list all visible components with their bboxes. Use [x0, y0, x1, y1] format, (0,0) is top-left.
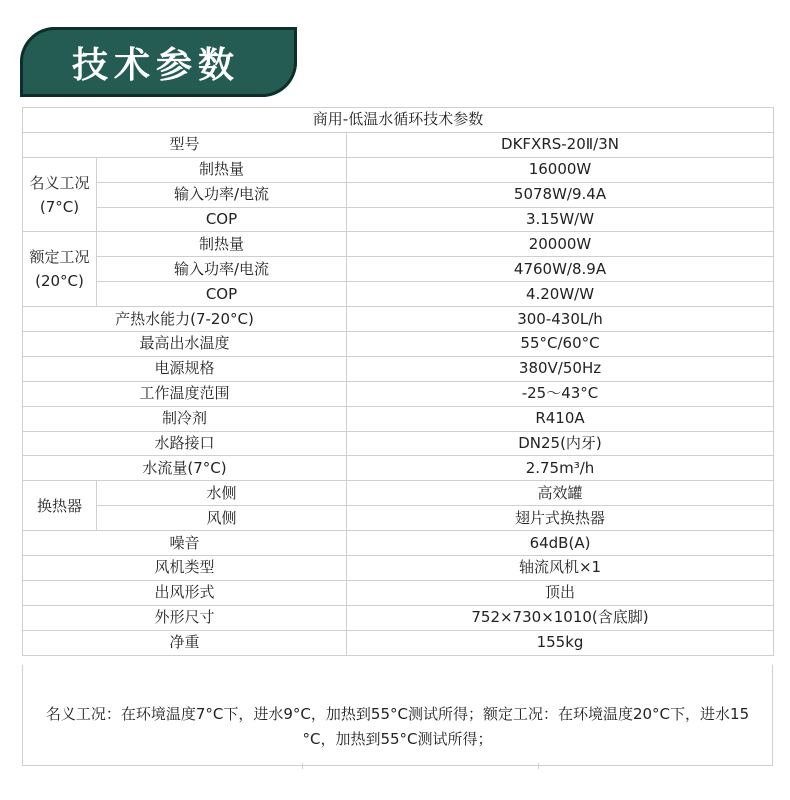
spec-label: 净重: [23, 630, 347, 655]
spec-label: 风机类型: [23, 556, 347, 581]
table-row: [23, 307, 774, 332]
table-row: [23, 481, 774, 506]
spec-label: 输入功率/电流: [97, 182, 347, 207]
banner-title: 技术参数: [72, 44, 241, 86]
spec-label: 输入功率/电流: [97, 257, 347, 282]
spec-value: 380V/50Hz: [347, 356, 774, 381]
table-row: [23, 605, 774, 630]
table-row: [23, 132, 774, 157]
spec-value: 64dB(A): [347, 531, 774, 556]
table-row: [23, 207, 774, 232]
table-row: [23, 556, 774, 581]
spec-label: 水路接口: [23, 431, 347, 456]
spec-label: 工作温度范围: [23, 381, 347, 406]
group-label-line: 额定工况: [29, 248, 90, 267]
spec-value: 4.20W/W: [347, 282, 774, 307]
spec-value: 20000W: [347, 232, 774, 257]
group-label-rated: [23, 232, 97, 307]
table-row: [23, 531, 774, 556]
spec-label: 制冷剂: [23, 406, 347, 431]
spec-value: 752×730×1010(含底脚): [347, 605, 774, 630]
table-row: [23, 431, 774, 456]
table-caption-row: [23, 108, 774, 133]
spec-label: 制热量: [97, 232, 347, 257]
table-row: [23, 580, 774, 605]
footnote: [30, 702, 765, 752]
group-label-line: 名义工况: [29, 173, 90, 192]
table-row: [23, 406, 774, 431]
table-row: [23, 257, 774, 282]
table-row: [23, 232, 774, 257]
spec-label: 外形尺寸: [23, 605, 347, 630]
spec-value: 4760W/8.9A: [347, 257, 774, 282]
table-row: [23, 332, 774, 357]
table-row: [23, 630, 774, 655]
spec-value: 3.15W/W: [347, 207, 774, 232]
spec-value: DKFXRS-20Ⅱ/3N: [347, 132, 774, 157]
spec-label: 电源规格: [23, 356, 347, 381]
spec-value: 155kg: [347, 630, 774, 655]
group-label-line: (7°C): [39, 197, 80, 216]
group-label-exchanger: 换热器: [23, 481, 97, 531]
footnote-line: 名义工况：在环境温度7°C下，进水9°C，加热到55°C测试所得；额定工况：在环境温度20°C下，进水15: [45, 705, 750, 723]
spec-table: [22, 107, 774, 656]
divider-tick: [302, 763, 303, 769]
table-row: [23, 356, 774, 381]
spec-value: R410A: [347, 406, 774, 431]
spec-value: 55°C/60°C: [347, 332, 774, 357]
table-row: [23, 456, 774, 481]
spec-value: DN25(内牙): [347, 431, 774, 456]
spec-value: 16000W: [347, 157, 774, 182]
group-label-nominal: [23, 157, 97, 232]
table-row: [23, 182, 774, 207]
table-caption: 商用-低温水循环技术参数: [23, 108, 774, 133]
spec-value: 5078W/9.4A: [347, 182, 774, 207]
spec-label: 水侧: [97, 481, 347, 506]
spec-label: 噪音: [23, 531, 347, 556]
spec-label: 最高出水温度: [23, 332, 347, 357]
spec-label: 制热量: [97, 157, 347, 182]
spec-label: COP: [97, 282, 347, 307]
table-row: [23, 157, 774, 182]
spec-label: 型号: [23, 132, 347, 157]
spec-label: 风侧: [97, 506, 347, 531]
spec-label: 水流量(7°C): [23, 456, 347, 481]
section-banner: [20, 27, 297, 97]
spec-value: 2.75m³/h: [347, 456, 774, 481]
group-label-line: (20°C): [35, 272, 84, 291]
footnote-line: °C，加热到55°C测试所得；: [302, 730, 493, 748]
table-row: [23, 381, 774, 406]
spec-label: COP: [97, 207, 347, 232]
spec-label: 出风形式: [23, 580, 347, 605]
table-row: [23, 506, 774, 531]
spec-value: 高效罐: [347, 481, 774, 506]
spec-value: 轴流风机×1: [347, 556, 774, 581]
spec-label: 产热水能力(7-20°C): [23, 307, 347, 332]
spec-value: 翅片式换热器: [347, 506, 774, 531]
table-row: [23, 282, 774, 307]
divider-tick: [538, 763, 539, 769]
spec-value: 300-430L/h: [347, 307, 774, 332]
spec-value: 顶出: [347, 580, 774, 605]
spec-value: -25～43°C: [347, 381, 774, 406]
